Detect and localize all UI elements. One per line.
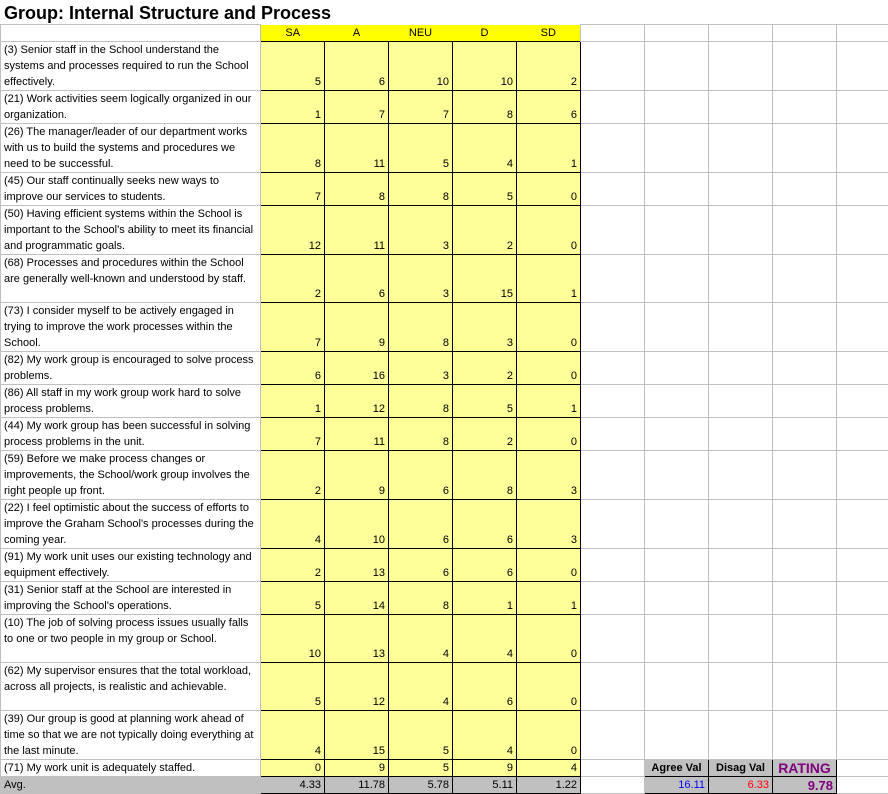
empty-cell[interactable] bbox=[581, 173, 645, 206]
empty-cell[interactable] bbox=[709, 124, 773, 173]
question-text-cell[interactable]: (50) Having efficient systems within the School is important to the School's ability to meet its financial and programmatic goals. bbox=[1, 206, 261, 255]
empty-cell[interactable] bbox=[709, 711, 773, 760]
response-count-cell[interactable]: 6 bbox=[325, 42, 389, 91]
column-header-d[interactable]: D bbox=[453, 25, 517, 42]
empty-cell[interactable] bbox=[837, 549, 888, 582]
column-header-neu[interactable]: NEU bbox=[389, 25, 453, 42]
empty-cell[interactable] bbox=[645, 711, 709, 760]
response-count-cell[interactable]: 5 bbox=[389, 711, 453, 760]
survey-table bbox=[0, 24, 888, 794]
response-count-cell[interactable]: 8 bbox=[389, 385, 453, 418]
question-text-cell[interactable]: (39) Our group is good at planning work ahead of time so that we are not typically doing everything at the last minute. bbox=[1, 711, 261, 760]
response-count-cell[interactable]: 0 bbox=[517, 352, 581, 385]
empty-cell[interactable] bbox=[645, 91, 709, 124]
empty-cell[interactable] bbox=[709, 582, 773, 615]
empty-cell[interactable] bbox=[837, 500, 888, 549]
response-count-cell[interactable]: 1 bbox=[261, 91, 325, 124]
empty-cell[interactable] bbox=[837, 663, 888, 711]
empty-cell[interactable] bbox=[645, 303, 709, 352]
empty-cell[interactable] bbox=[645, 582, 709, 615]
column-header-sa[interactable]: SA bbox=[261, 25, 325, 42]
empty-cell[interactable] bbox=[773, 91, 837, 124]
empty-cell[interactable] bbox=[581, 615, 645, 663]
agree-val-value[interactable]: 16.11 bbox=[645, 777, 709, 794]
avg-value-cell[interactable]: 11.78 bbox=[325, 777, 389, 794]
empty-cell[interactable] bbox=[581, 25, 645, 42]
empty-cell[interactable] bbox=[709, 352, 773, 385]
question-text-cell[interactable]: (21) Work activities seem logically organized in our organization. bbox=[1, 91, 261, 124]
response-count-cell[interactable]: 2 bbox=[453, 418, 517, 451]
response-count-cell[interactable]: 1 bbox=[261, 385, 325, 418]
question-text-cell[interactable]: (86) All staff in my work group work hard to solve process problems. bbox=[1, 385, 261, 418]
response-count-cell[interactable]: 1 bbox=[517, 124, 581, 173]
response-count-cell[interactable]: 10 bbox=[389, 42, 453, 91]
empty-cell[interactable] bbox=[837, 352, 888, 385]
empty-cell[interactable] bbox=[773, 42, 837, 91]
response-count-cell[interactable]: 3 bbox=[389, 352, 453, 385]
rating-value[interactable]: 9.78 bbox=[773, 777, 837, 794]
table-row bbox=[1, 303, 888, 352]
response-count-cell[interactable]: 12 bbox=[325, 385, 389, 418]
empty-cell[interactable] bbox=[581, 777, 645, 794]
empty-cell[interactable] bbox=[709, 255, 773, 303]
empty-cell[interactable] bbox=[645, 206, 709, 255]
response-count-cell[interactable]: 6 bbox=[453, 500, 517, 549]
empty-cell[interactable] bbox=[837, 615, 888, 663]
table-row bbox=[1, 663, 888, 711]
empty-cell[interactable] bbox=[581, 582, 645, 615]
table-row bbox=[1, 582, 888, 615]
table-row bbox=[1, 173, 888, 206]
response-count-cell[interactable]: 4 bbox=[453, 711, 517, 760]
response-count-cell[interactable]: 6 bbox=[261, 352, 325, 385]
empty-cell[interactable] bbox=[773, 206, 837, 255]
table-row bbox=[1, 418, 888, 451]
response-count-cell[interactable]: 7 bbox=[261, 303, 325, 352]
empty-cell[interactable] bbox=[837, 711, 888, 760]
empty-cell[interactable] bbox=[645, 549, 709, 582]
agree-val-header[interactable]: Agree Val bbox=[645, 760, 709, 777]
empty-cell[interactable] bbox=[709, 549, 773, 582]
empty-cell[interactable] bbox=[581, 255, 645, 303]
question-text-cell[interactable]: (68) Processes and procedures within the School are generally well-known and understood by staff. bbox=[1, 255, 261, 303]
empty-cell[interactable] bbox=[837, 303, 888, 352]
empty-cell[interactable] bbox=[645, 352, 709, 385]
empty-cell[interactable] bbox=[773, 663, 837, 711]
table-row bbox=[1, 124, 888, 173]
response-count-cell[interactable]: 4 bbox=[261, 711, 325, 760]
empty-cell[interactable] bbox=[773, 385, 837, 418]
response-count-cell[interactable]: 15 bbox=[325, 711, 389, 760]
table-row bbox=[1, 385, 888, 418]
empty-cell[interactable] bbox=[773, 303, 837, 352]
empty-cell[interactable] bbox=[645, 500, 709, 549]
table-row bbox=[1, 255, 888, 303]
response-count-cell[interactable]: 4 bbox=[453, 124, 517, 173]
avg-label[interactable]: Avg. bbox=[1, 777, 261, 794]
empty-cell[interactable] bbox=[773, 615, 837, 663]
response-count-cell[interactable]: 4 bbox=[389, 663, 453, 711]
response-count-cell[interactable]: 5 bbox=[453, 385, 517, 418]
response-count-cell[interactable]: 14 bbox=[325, 582, 389, 615]
empty-cell[interactable] bbox=[837, 385, 888, 418]
header-row bbox=[1, 25, 888, 42]
empty-cell[interactable] bbox=[645, 385, 709, 418]
response-count-cell[interactable]: 5 bbox=[389, 760, 453, 777]
response-count-cell[interactable]: 2 bbox=[453, 352, 517, 385]
column-header-a[interactable]: A bbox=[325, 25, 389, 42]
table-row bbox=[1, 206, 888, 255]
empty-cell[interactable] bbox=[581, 711, 645, 760]
empty-cell[interactable] bbox=[581, 663, 645, 711]
response-count-cell[interactable]: 5 bbox=[389, 124, 453, 173]
response-count-cell[interactable]: 3 bbox=[517, 500, 581, 549]
question-text-cell[interactable]: (71) My work unit is adequately staffed. bbox=[1, 760, 261, 777]
empty-cell[interactable] bbox=[581, 500, 645, 549]
empty-cell[interactable] bbox=[773, 549, 837, 582]
empty-cell[interactable] bbox=[709, 206, 773, 255]
response-count-cell[interactable]: 0 bbox=[261, 760, 325, 777]
empty-cell[interactable] bbox=[581, 352, 645, 385]
column-header-sd[interactable]: SD bbox=[517, 25, 581, 42]
question-text-cell[interactable]: (3) Senior staff in the School understand the systems and processes required to run the School effectively. bbox=[1, 42, 261, 91]
empty-cell[interactable] bbox=[773, 500, 837, 549]
empty-cell[interactable] bbox=[837, 124, 888, 173]
empty-cell[interactable] bbox=[581, 549, 645, 582]
response-count-cell[interactable]: 10 bbox=[261, 615, 325, 663]
empty-cell[interactable] bbox=[709, 663, 773, 711]
empty-cell[interactable] bbox=[645, 663, 709, 711]
empty-cell[interactable] bbox=[837, 255, 888, 303]
response-count-cell[interactable]: 9 bbox=[453, 760, 517, 777]
avg-value-cell[interactable]: 5.78 bbox=[389, 777, 453, 794]
response-count-cell[interactable]: 3 bbox=[517, 451, 581, 500]
question-text-cell[interactable]: (59) Before we make process changes or improvements, the School/work group involves the right people up front. bbox=[1, 451, 261, 500]
response-count-cell[interactable]: 7 bbox=[389, 91, 453, 124]
table-row bbox=[1, 451, 888, 500]
response-count-cell[interactable]: 6 bbox=[325, 255, 389, 303]
response-count-cell[interactable]: 0 bbox=[517, 173, 581, 206]
question-text-cell[interactable]: (91) My work unit uses our existing technology and equipment effectively. bbox=[1, 549, 261, 582]
response-count-cell[interactable]: 0 bbox=[517, 663, 581, 711]
response-count-cell[interactable]: 8 bbox=[261, 124, 325, 173]
empty-cell[interactable] bbox=[581, 418, 645, 451]
response-count-cell[interactable]: 8 bbox=[325, 173, 389, 206]
response-count-cell[interactable]: 11 bbox=[325, 124, 389, 173]
question-text-cell[interactable]: (82) My work group is encouraged to solve process problems. bbox=[1, 352, 261, 385]
response-count-cell[interactable]: 12 bbox=[261, 206, 325, 255]
response-count-cell[interactable]: 16 bbox=[325, 352, 389, 385]
empty-cell[interactable] bbox=[837, 42, 888, 91]
table-row bbox=[1, 91, 888, 124]
question-text-cell[interactable]: (26) The manager/leader of our department works with us to build the systems and procedures we need to be successful. bbox=[1, 124, 261, 173]
response-count-cell[interactable]: 6 bbox=[517, 91, 581, 124]
response-count-cell[interactable]: 6 bbox=[453, 663, 517, 711]
empty-cell[interactable] bbox=[709, 91, 773, 124]
response-count-cell[interactable]: 4 bbox=[453, 615, 517, 663]
empty-cell[interactable] bbox=[645, 25, 709, 42]
response-count-cell[interactable]: 1 bbox=[453, 582, 517, 615]
response-count-cell[interactable]: 9 bbox=[325, 760, 389, 777]
empty-cell[interactable] bbox=[645, 42, 709, 91]
empty-cell[interactable] bbox=[773, 418, 837, 451]
response-count-cell[interactable]: 1 bbox=[517, 385, 581, 418]
response-count-cell[interactable]: 11 bbox=[325, 418, 389, 451]
question-text-cell[interactable]: (62) My supervisor ensures that the total workload, across all projects, is realistic and achievable. bbox=[1, 663, 261, 711]
response-count-cell[interactable]: 15 bbox=[453, 255, 517, 303]
header-corner-cell[interactable] bbox=[1, 25, 261, 42]
empty-cell[interactable] bbox=[773, 451, 837, 500]
empty-cell[interactable] bbox=[709, 500, 773, 549]
empty-cell[interactable] bbox=[645, 255, 709, 303]
empty-cell[interactable] bbox=[709, 615, 773, 663]
empty-cell[interactable] bbox=[773, 173, 837, 206]
empty-cell[interactable] bbox=[837, 582, 888, 615]
avg-value-cell[interactable]: 1.22 bbox=[517, 777, 581, 794]
response-count-cell[interactable]: 9 bbox=[325, 303, 389, 352]
empty-cell[interactable] bbox=[709, 42, 773, 91]
response-count-cell[interactable]: 8 bbox=[453, 451, 517, 500]
response-count-cell[interactable]: 0 bbox=[517, 303, 581, 352]
empty-cell[interactable] bbox=[709, 385, 773, 418]
empty-cell[interactable] bbox=[837, 760, 888, 777]
response-count-cell[interactable]: 11 bbox=[325, 206, 389, 255]
empty-cell[interactable] bbox=[581, 124, 645, 173]
question-text-cell[interactable]: (44) My work group has been successful in solving process problems in the unit. bbox=[1, 418, 261, 451]
rating-header[interactable]: RATING bbox=[773, 760, 837, 777]
response-count-cell[interactable]: 6 bbox=[453, 549, 517, 582]
response-count-cell[interactable]: 6 bbox=[389, 549, 453, 582]
response-count-cell[interactable]: 12 bbox=[325, 663, 389, 711]
question-text-cell[interactable]: (22) I feel optimistic about the success of efforts to improve the Graham School's processes during the coming year. bbox=[1, 500, 261, 549]
table-row bbox=[1, 500, 888, 549]
empty-cell[interactable] bbox=[773, 255, 837, 303]
avg-value-cell[interactable]: 5.11 bbox=[453, 777, 517, 794]
empty-cell[interactable] bbox=[709, 25, 773, 42]
response-count-cell[interactable]: 7 bbox=[325, 91, 389, 124]
response-count-cell[interactable]: 10 bbox=[453, 42, 517, 91]
disag-val-header[interactable]: Disag Val bbox=[709, 760, 773, 777]
empty-cell[interactable] bbox=[837, 206, 888, 255]
response-count-cell[interactable]: 4 bbox=[517, 760, 581, 777]
disag-val-value[interactable]: 6.33 bbox=[709, 777, 773, 794]
response-count-cell[interactable]: 13 bbox=[325, 615, 389, 663]
response-count-cell[interactable]: 2 bbox=[261, 255, 325, 303]
response-count-cell[interactable]: 8 bbox=[453, 91, 517, 124]
empty-cell[interactable] bbox=[837, 91, 888, 124]
empty-cell[interactable] bbox=[837, 418, 888, 451]
empty-cell[interactable] bbox=[837, 173, 888, 206]
response-count-cell[interactable]: 1 bbox=[517, 582, 581, 615]
empty-cell[interactable] bbox=[773, 711, 837, 760]
empty-cell[interactable] bbox=[837, 451, 888, 500]
question-text-cell[interactable]: (31) Senior staff at the School are interested in improving the School's operations. bbox=[1, 582, 261, 615]
response-count-cell[interactable]: 5 bbox=[261, 42, 325, 91]
response-count-cell[interactable]: 2 bbox=[261, 451, 325, 500]
table-row bbox=[1, 760, 888, 777]
empty-cell[interactable] bbox=[581, 760, 645, 777]
empty-cell[interactable] bbox=[773, 352, 837, 385]
empty-cell[interactable] bbox=[837, 777, 888, 794]
table-row bbox=[1, 42, 888, 91]
response-count-cell[interactable]: 8 bbox=[389, 582, 453, 615]
question-text-cell[interactable]: (73) I consider myself to be actively engaged in trying to improve the work processes within the School. bbox=[1, 303, 261, 352]
response-count-cell[interactable]: 6 bbox=[389, 500, 453, 549]
empty-cell[interactable] bbox=[581, 42, 645, 91]
empty-cell[interactable] bbox=[709, 451, 773, 500]
empty-cell[interactable] bbox=[709, 303, 773, 352]
empty-cell[interactable] bbox=[581, 385, 645, 418]
empty-cell[interactable] bbox=[837, 25, 888, 42]
empty-cell[interactable] bbox=[581, 303, 645, 352]
empty-cell[interactable] bbox=[773, 582, 837, 615]
response-count-cell[interactable]: 5 bbox=[453, 173, 517, 206]
sheet-title: Group: Internal Structure and Process bbox=[4, 2, 331, 24]
response-count-cell[interactable]: 0 bbox=[517, 711, 581, 760]
response-count-cell[interactable]: 0 bbox=[517, 418, 581, 451]
response-count-cell[interactable]: 9 bbox=[325, 451, 389, 500]
empty-cell[interactable] bbox=[581, 451, 645, 500]
response-count-cell[interactable]: 8 bbox=[389, 303, 453, 352]
response-count-cell[interactable]: 3 bbox=[389, 255, 453, 303]
response-count-cell[interactable]: 4 bbox=[261, 500, 325, 549]
table-row bbox=[1, 711, 888, 760]
avg-value-cell[interactable]: 4.33 bbox=[261, 777, 325, 794]
empty-cell[interactable] bbox=[709, 418, 773, 451]
response-count-cell[interactable]: 7 bbox=[261, 418, 325, 451]
response-count-cell[interactable]: 5 bbox=[261, 582, 325, 615]
response-count-cell[interactable]: 6 bbox=[389, 451, 453, 500]
empty-cell[interactable] bbox=[581, 91, 645, 124]
question-text-cell[interactable]: (45) Our staff continually seeks new ways to improve our services to students. bbox=[1, 173, 261, 206]
empty-cell[interactable] bbox=[773, 25, 837, 42]
response-count-cell[interactable]: 2 bbox=[517, 42, 581, 91]
table-row bbox=[1, 549, 888, 582]
response-count-cell[interactable]: 8 bbox=[389, 173, 453, 206]
table-row bbox=[1, 352, 888, 385]
response-count-cell[interactable]: 2 bbox=[261, 549, 325, 582]
response-count-cell[interactable]: 3 bbox=[453, 303, 517, 352]
empty-cell[interactable] bbox=[645, 418, 709, 451]
empty-cell[interactable] bbox=[645, 173, 709, 206]
response-count-cell[interactable]: 0 bbox=[517, 549, 581, 582]
response-count-cell[interactable]: 5 bbox=[261, 663, 325, 711]
response-count-cell[interactable]: 1 bbox=[517, 255, 581, 303]
response-count-cell[interactable]: 13 bbox=[325, 549, 389, 582]
empty-cell[interactable] bbox=[773, 124, 837, 173]
response-count-cell[interactable]: 8 bbox=[389, 418, 453, 451]
response-count-cell[interactable]: 0 bbox=[517, 615, 581, 663]
response-count-cell[interactable]: 4 bbox=[389, 615, 453, 663]
empty-cell[interactable] bbox=[581, 206, 645, 255]
question-text-cell[interactable]: (10) The job of solving process issues usually falls to one or two people in my group or School. bbox=[1, 615, 261, 663]
response-count-cell[interactable]: 10 bbox=[325, 500, 389, 549]
response-count-cell[interactable]: 2 bbox=[453, 206, 517, 255]
response-count-cell[interactable]: 3 bbox=[389, 206, 453, 255]
average-row bbox=[1, 777, 888, 794]
response-count-cell[interactable]: 7 bbox=[261, 173, 325, 206]
table-row bbox=[1, 615, 888, 663]
empty-cell[interactable] bbox=[645, 124, 709, 173]
empty-cell[interactable] bbox=[645, 615, 709, 663]
empty-cell[interactable] bbox=[645, 451, 709, 500]
empty-cell[interactable] bbox=[709, 173, 773, 206]
response-count-cell[interactable]: 0 bbox=[517, 206, 581, 255]
